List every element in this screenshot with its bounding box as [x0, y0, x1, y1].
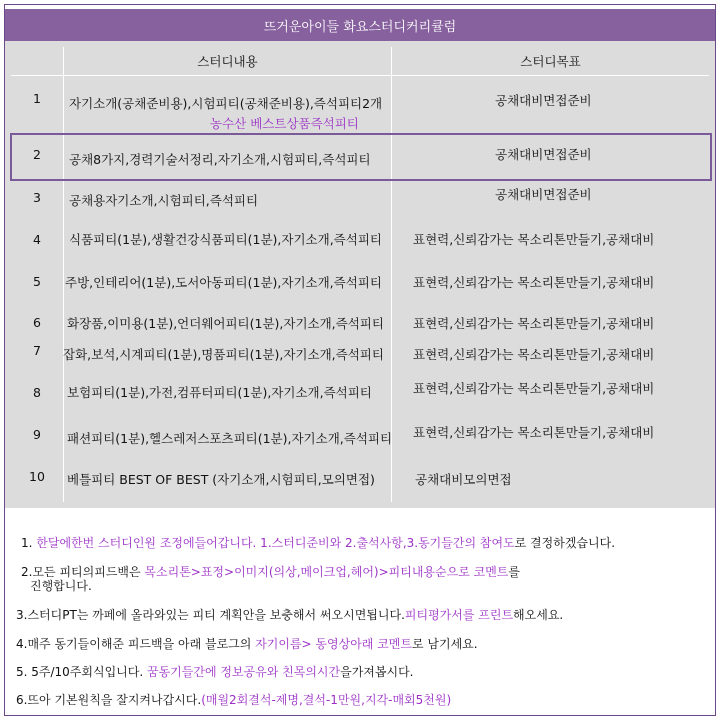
- note-text: 로 남기세요.: [411, 637, 478, 651]
- note-5: [16, 663, 413, 680]
- row-content: 패션피티(1분),헬스레저스포츠피티(1분),자기소개,즉석피티: [67, 431, 393, 446]
- row-content: 베틀피티 BEST OF BEST (자기소개,시험피티,모의면접): [67, 472, 375, 487]
- row-content: 잡화,보석,시계피티(1분),명품피티(1분),자기소개,즉석피티: [63, 347, 384, 362]
- header-content: 스터디내용: [64, 47, 391, 76]
- row-content: 공채용자기소개,시험피티,즉석피티: [69, 193, 259, 208]
- row-number: 10: [29, 469, 45, 484]
- note-3: [16, 606, 563, 623]
- row-content: 공채8가지,경력기술서정리,자기소개,시험피티,즉석피티: [69, 152, 371, 167]
- row-number: 4: [33, 232, 41, 247]
- row-content: 자기소개(공채준비용),시험피티(공채준비용),즉석피티2개: [69, 96, 383, 111]
- note-highlight: 한달에한번 스터디인원 조정에들어갑니다. 1.스터디준비와 2.출석사항,3.동기들간의 참여도: [36, 536, 515, 550]
- note-text: 해오세요.: [513, 608, 564, 622]
- note-highlight: 꿈동기들간에 정보공유와 친목의시간: [147, 665, 341, 679]
- row-number: 2: [33, 147, 41, 162]
- note-text: 5. 5주/10주회식입니다.: [16, 665, 147, 679]
- row-number: 9: [33, 427, 41, 442]
- note-text: 3.스터디PT는 까페에 올라와있는 피티 계획안을 보충해서 써오시면됩니다.: [16, 608, 405, 622]
- note-text: 2.모든 피티의피드백은: [21, 565, 145, 579]
- note-highlight: 피티평가서를 프린트: [404, 608, 514, 622]
- note-text: 를: [508, 565, 520, 579]
- row-goal: 표현력,신뢰감가는 목소리톤만들기,공채대비: [413, 232, 655, 247]
- row-number: 3: [33, 190, 41, 205]
- column-divider: [63, 47, 64, 502]
- note-2-continued: 진행합니다.: [30, 579, 92, 593]
- note-text: 로 결정하겠습니다.: [514, 536, 616, 550]
- row-number: 1: [33, 91, 41, 106]
- row-content: 식품피티(1분),생활건강식품피티(1분),자기소개,즉석피티: [69, 232, 382, 247]
- note-2: [21, 563, 520, 580]
- row-number: 6: [33, 315, 41, 330]
- note-text: 1.: [21, 536, 37, 550]
- row-goal: 표현력,신뢰감가는 목소리톤만들기,공채대비: [413, 425, 655, 440]
- curriculum-table: [11, 47, 709, 502]
- row-content: 화장품,이미용(1분),언더웨어피티(1분),자기소개,즉석피티: [67, 316, 384, 331]
- row-goal: 표현력,신뢰감가는 목소리톤만들기,공채대비: [413, 316, 655, 331]
- note-highlight: (매월2회결석-제명,결석-1만원,지각-매회5천원): [201, 693, 452, 707]
- highlight-box: [10, 133, 712, 181]
- note-text: 4.매주 동기들이해준 피드백을 아래 블로그의: [16, 637, 256, 651]
- header-goal: 스터디목표: [392, 47, 709, 76]
- note-highlight: 자기이름> 동영상아래 코멘트: [255, 637, 412, 651]
- row-goal: 공채대비면접준비: [495, 187, 592, 202]
- note-4: [16, 635, 478, 652]
- note-1: [21, 534, 615, 551]
- note-text: 을가져봅시다.: [340, 665, 414, 679]
- row-content-extra: 농수산 베스트상품즉석피티: [210, 116, 359, 131]
- row-goal: 공채대비면접준비: [495, 93, 592, 108]
- header-num: [11, 47, 63, 76]
- row-goal: 표현력,신뢰감가는 목소리톤만들기,공채대비: [413, 347, 655, 362]
- note-text: 6.뜨아 기본원칙을 잘지켜나갑시다.: [16, 693, 202, 707]
- row-goal: 공채대비모의면접: [415, 472, 512, 487]
- row-number: 7: [33, 343, 41, 358]
- row-content: 주방,인테리어(1분),도서아동피티(1분),자기소개,즉석피티: [65, 275, 382, 290]
- note-6: [16, 691, 451, 708]
- row-goal: 공채대비면접준비: [495, 147, 592, 162]
- note-highlight: 목소리톤>표정>이미지(의상,메이크업,헤어)>피티내용순으로 코멘트: [144, 565, 509, 579]
- row-goal: 표현력,신뢰감가는 목소리톤만들기,공채대비: [413, 275, 655, 290]
- row-content: 보험피티(1분),가전,컴퓨터피티(1분),자기소개,즉석피티: [67, 385, 372, 400]
- page-title: 뜨거운아이들 화요스터디커리큘럼: [5, 9, 715, 41]
- row-number: 5: [33, 274, 41, 289]
- row-number: 8: [33, 385, 41, 400]
- row-goal: 표현력,신뢰감가는 목소리톤만들기,공채대비: [413, 381, 655, 396]
